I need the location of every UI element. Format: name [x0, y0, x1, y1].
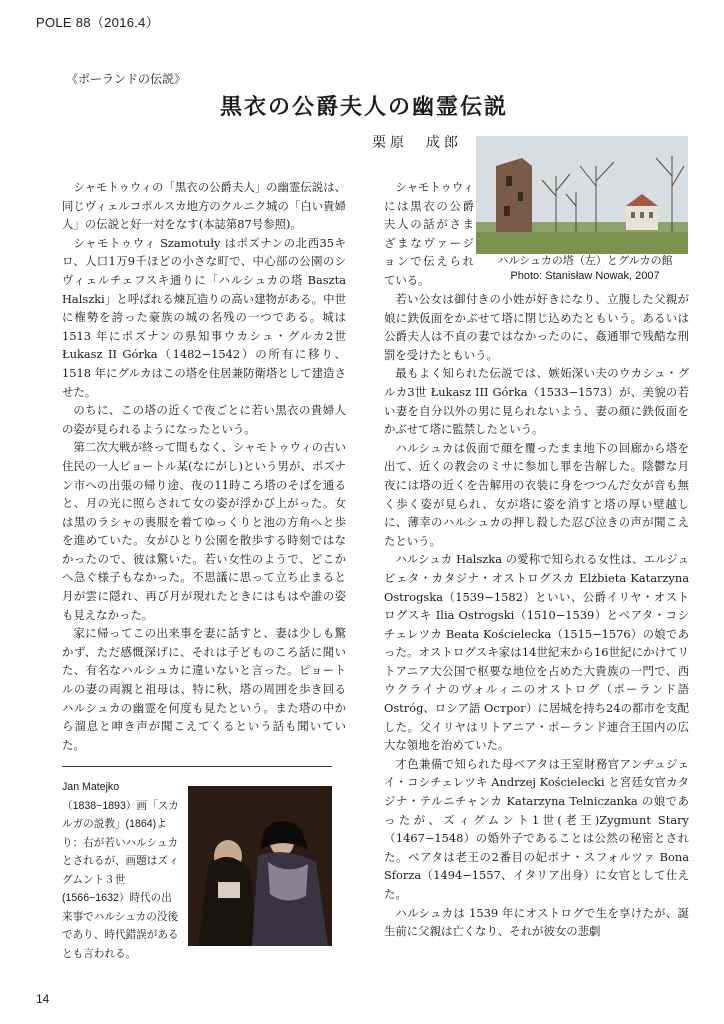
photo-caption: [480, 254, 690, 284]
paragraph: 才色兼備で知られた母ベアタは王室財務官アンヂュジェイ・コシチェレツキ Andrzej Kościelecki と宮廷女官カタジナ・テルニチャンカ Katarzyna Telniczanka の娘であったが、ズィグムント1世(老王)Zygmunt Stary（1467−1548）の婚外子であることは公然の秘密とされた。ベアタは老王の2番目の妃ボナ・スフォルツァ Bona Sforza（1494−1557、イタリア出身）に女官として仕えた。: [384, 756, 689, 901]
paragraph: ハルシュカは仮面で顔を覆ったまま地下の回廊から塔を出て、近くの教会のミサに参加し罪を告解した。陰鬱な月夜には塔の近くを告解用の衣装に身をつつんだ女が音も無く歩く姿が見られ、女が塔に姿を消すと塔の厚い壁越しに、薄幸のハルシュカの押し殺した忍び泣きの声が聞こえたという。: [384, 440, 689, 548]
author-name: 栗原 成郎: [372, 135, 462, 151]
painting-image: [188, 786, 332, 946]
series-kicker: 《ポーランドの伝説》: [66, 72, 187, 86]
narrow-column: [384, 178, 474, 290]
paragraph: シャモトゥウィの「黒衣の公爵夫人」の幽霊伝説は、同じヴィェルコポルスカ地方のクルニク城の「白い貴婦人」の伝説と好一対をなす(本誌第87号参照)。: [62, 180, 346, 232]
painting-caption: Jan Matejko（1838−1893）画「スカルガの説教」(1864)より：右が若いハルシュカとされるが、画題はズィグムント３世(1566−1632）時代の出来事でハルシュカの没後であり、時代錯誤があるとも言われる。: [62, 781, 179, 960]
paragraph: ハルシュカ Halszka の愛称で知られる女性は、エルジュビェタ・カタジナ・オストログスカ Elżbieta Katarzyna Ostrogska（1539−1582）といい、公爵イリヤ・オストログスキ Ilia Ostrogski（1510−1539）とベアタ・コシチェレツカ Beata Kościelecka（1515−1576）の娘であった。オストログスキ家は14世紀末から16世紀にかけてリトアニア大公国で枢要な地位を占めた大貴族の一門で、西ウクライナのヴォルィニのオストログ（ポーランド語 Ostróg、ロシア語 Острог）に居城を持ち24の都市を支配した。父イリヤはリトアニア・ポーランド連合王国内の広大な領地を治めていた。: [384, 552, 689, 753]
paragraph: 家に帰ってこの出来事を妻に話すと、妻は少しも驚かず、ただ感慨深げに、それは子どものころ話に聞いた、有名なハルシュカに違いないと言った。ピョートルの妻の両親と祖母は、特に秋、塔の周囲を歩き回るハルシュカの幽霊を何度も見たという。また塔の中から溜息と呻き声が聞こえてくるという話も聞いていた。: [62, 626, 346, 752]
paragraph: 若い公女は御付きの小姓が好きになり、立腹した父親が娘に鉄仮面をかぶせて塔に閉じ込めたともいう。あるいは公爵夫人は不貞の妻ではなかったのに、姦通罪で残酷な刑罰を受けたともいう。: [384, 292, 689, 362]
paragraph: シャモトゥウィ Szamotuły はポズナンの北西35キロ、人口1万9千ほどの小さな町で、中心部の公園のシヴィェルチェフスキ通りに「ハルシュカの塔 Baszta Halszki」と呼ばれる煉瓦造りの高い建物がある。中世に権勢を誇った豪族の城の名残の一つである。城は 1513 年にポズナンの県知事ウカシュ・グルカ2世 Łukasz II Górka（1482−1542）の所有に移り、1518 年にグルカはこの塔を住居兼防衛塔として建造させた。: [62, 235, 346, 399]
section-divider: [62, 766, 332, 767]
paragraph: シャモトゥウィには黒衣の公爵夫人の話がさまざまなヴァージョンで伝えられている。: [384, 180, 474, 287]
photo-caption-title: ハルシュカの塔（左）とグルカの館: [497, 255, 673, 267]
right-column: [384, 290, 689, 941]
paragraph: のちに、この塔の近くで夜ごとに若い黒衣の貴婦人の姿が見られるようになったという。: [62, 403, 346, 436]
tower-photo: [476, 136, 688, 254]
article-title: 黒衣の公爵夫人の幽霊伝説: [220, 94, 509, 120]
page-number: 14: [36, 992, 50, 1006]
paragraph: 最もよく知られた伝説では、嫉妬深い夫のウカシュ・グルカ3世 Łukasz III Górka（1533−1573）が、美貌の若い妻を自分以外の男に見られないよう、妻の顔に鉄仮面をかぶせて塔に監禁したという。: [384, 366, 689, 437]
left-column: [62, 178, 346, 754]
paragraph: ハルシュカは 1539 年にオストログで生を享けたが、誕生前に父親は亡くなり、それが彼女の悲劇: [384, 905, 689, 939]
paragraph: 第二次大戦が終って間もなく、シャモトゥウィの古い住民の一人ピョートル某(なにがし)という男が、ポズナン市への出張の帰り途、夜の11時ころ塔のそばを通ると、月の光に照らされて女の姿が浮かび上がった。女は黒のラシャの喪服を着てゆっくりと池の方角へと歩を進めていた。女がひとり公園を散歩する時刻ではなかったので、彼は驚いた。若い女性のようで、どこかへ急ぐ様子もなかった。不思議に思って立ち止まると月が雲に隠れ、再び月が現れたときにはもはや誰の姿も見えなかった。: [62, 440, 346, 622]
photo-credit: Photo: Stanisław Nowak, 2007: [510, 270, 660, 282]
running-header: POLE 88（2016.4）: [36, 15, 160, 30]
